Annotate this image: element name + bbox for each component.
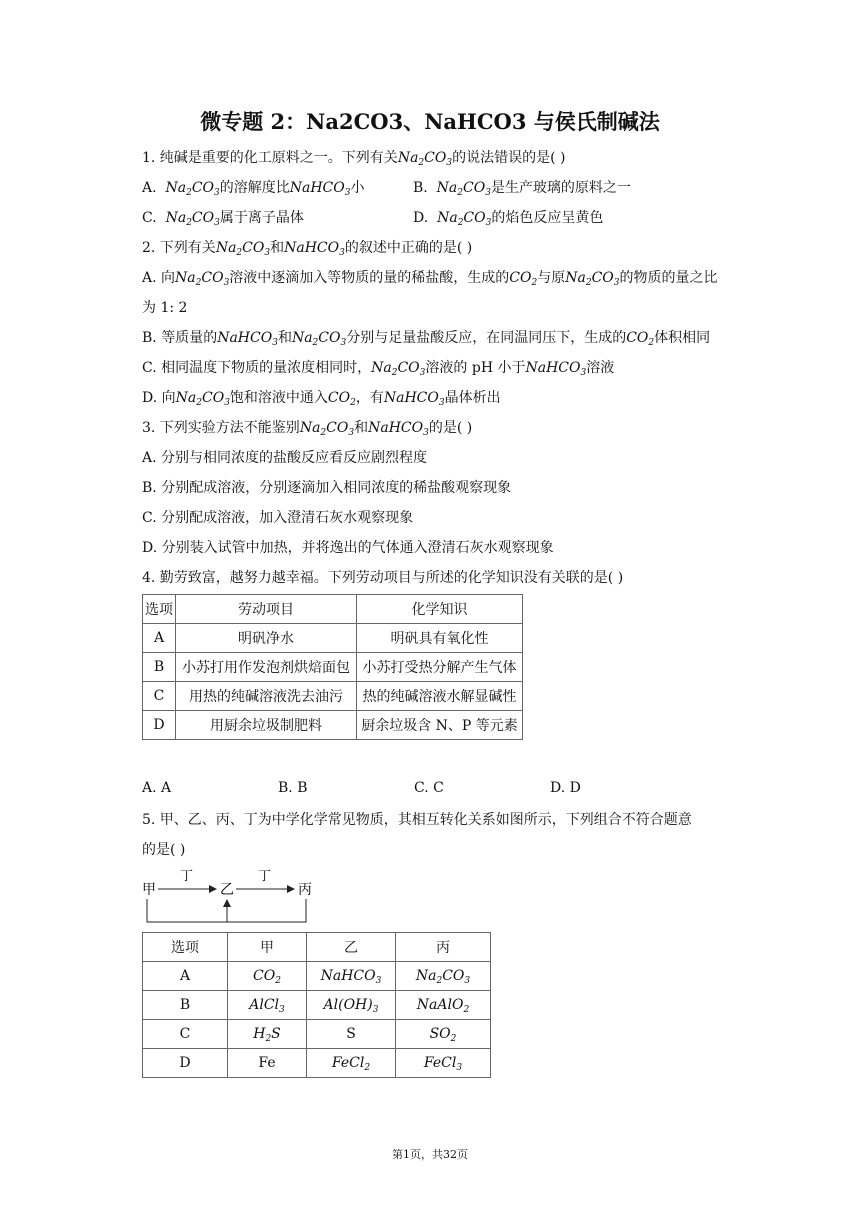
table-cell: 明矾净水 [176,624,357,653]
q2-option-c: C. 相同温度下物质的量浓度相同时，$Na_2CO_3$溶液的 pH 小于NaHCO$_3$溶液 [142,360,615,378]
q3-option-d: D. 分别装入试管中加热，并将逸出的气体通入澄清石灰水观察现象 [142,540,554,556]
page-title: 微专题 2：Na2CO3、NaHCO3 与侯氏制碱法 [200,109,660,134]
diagram-node-bing: 丙 [298,882,312,898]
table-row [143,1020,491,1049]
table-row [143,962,491,991]
table-cell: S [307,1020,396,1049]
q4-answer-a: A. A [142,780,172,796]
page-footer: 第1页，共32页 [392,1148,468,1161]
table-cell: C [143,1020,228,1049]
table-cell: C [143,682,176,711]
table-cell: FeCl$_3$ [396,1049,491,1078]
table-cell: D [143,711,176,740]
table-cell: $SO_2$ [396,1020,491,1049]
diagram-label-ding-2: 丁 [258,869,272,884]
q4-answer-c: C. C [414,780,444,796]
table-cell: 热的纯碱溶液水解显碱性 [357,682,523,711]
q2-option-a-cont: 为 1: 2 [142,300,188,316]
q4-table [142,594,523,740]
table-row [143,991,491,1020]
table-cell: AlCl$_3$ [228,991,307,1020]
q1-option-b: B. $Na_2CO_3$是生产玻璃的原料之一 [413,180,631,198]
diagram-node-jia: 甲 [142,882,156,898]
q1-option-a: A. $Na_2CO_3$的溶解度比NaHCO$_3$小 [142,180,365,198]
table-cell: $Al(OH)_3$ [307,991,396,1020]
table-row [143,653,523,682]
q3-stem: 3. 下列实验方法不能鉴别$Na_2CO_3$和NaHCO$_3$的是( ) [142,420,473,438]
table-row [143,1049,491,1078]
q2-option-d: D. 向$Na_2CO_3$饱和溶液中通入$CO_2$，有NaHCO$_3$晶体析出 [142,390,501,408]
header-cell: 化学知识 [357,595,523,624]
table-cell: D [143,1049,228,1078]
table-cell: 小苏打受热分解产生气体 [357,653,523,682]
table-cell: 小苏打用作发泡剂烘焙面包 [176,653,357,682]
table-cell: A [143,624,176,653]
q3-option-b: B. 分别配成溶液，分别逐滴加入相同浓度的稀盐酸观察现象 [142,480,512,496]
table-cell: $H_2S$ [228,1020,307,1049]
header-cell: 甲 [228,933,307,962]
table-header-row [143,595,523,624]
table-header-row [143,933,491,962]
header-cell: 乙 [307,933,396,962]
q2-stem: 2. 下列有关$Na_2CO_3$和NaHCO$_3$的叙述中正确的是( ) [142,240,473,258]
table-cell: 明矾具有氧化性 [357,624,523,653]
table-cell: 用厨余垃圾制肥料 [176,711,357,740]
q4-stem: 4. 勤劳致富，越努力越幸福。下列劳动项目与所述的化学知识没有关联的是( ) [142,570,624,586]
table-cell: NaHCO$_3$ [307,962,396,991]
q5-stem-line1: 5. 甲、乙、丙、丁为中学化学常见物质，其相互转化关系如图所示，下列组合不符合题意 [142,812,692,828]
conversion-diagram [138,866,328,926]
q4-answer-d: D. D [550,780,581,796]
q4-answer-b: B. B [278,780,308,796]
q3-option-a: A. 分别与相同浓度的盐酸反应看反应剧烈程度 [142,450,428,466]
header-cell: 丙 [396,933,491,962]
q5-table [142,932,491,1078]
table-cell: 厨余垃圾含 N、P 等元素 [357,711,523,740]
q3-option-c: C. 分别配成溶液，加入澄清石灰水观察现象 [142,510,414,526]
table-cell: B [143,653,176,682]
table-cell: A [143,962,228,991]
table-cell: NaAlO$_2$ [396,991,491,1020]
q5-stem-line2: 的是( ) [142,842,186,858]
table-cell: Fe [228,1049,307,1078]
table-cell: $CO_2$ [228,962,307,991]
table-cell: $Na_2CO_3$ [396,962,491,991]
q1-option-c: C. $Na_2CO_3$属于离子晶体 [142,210,304,228]
diagram-label-ding-1: 丁 [180,869,194,884]
table-row [143,624,523,653]
q2-option-b: B. 等质量的NaHCO$_3$和$Na_2CO_3$分别与足量盐酸反应，在同温同压下，生成的$CO_2$体积相同 [142,330,711,348]
header-cell: 选项 [143,933,228,962]
table-row [143,682,523,711]
q1-option-d: D. $Na_2CO_3$的焰色反应呈黄色 [413,210,604,228]
q1-stem: 1. 纯碱是重要的化工原料之一。下列有关$Na_2CO_3$的说法错误的是( ) [142,150,566,168]
table-row [143,711,523,740]
header-cell: 劳动项目 [176,595,357,624]
table-cell: FeCl$_2$ [307,1049,396,1078]
header-cell: 选项 [143,595,176,624]
q2-option-a: A. 向$Na_2CO_3$溶液中逐滴加入等物质的量的稀盐酸，生成的$CO_2$与原$Na_2CO_3$的物质的量之比 [142,270,718,288]
table-cell: 用热的纯碱溶液洗去油污 [176,682,357,711]
table-cell: B [143,991,228,1020]
diagram-node-yi: 乙 [220,882,234,898]
